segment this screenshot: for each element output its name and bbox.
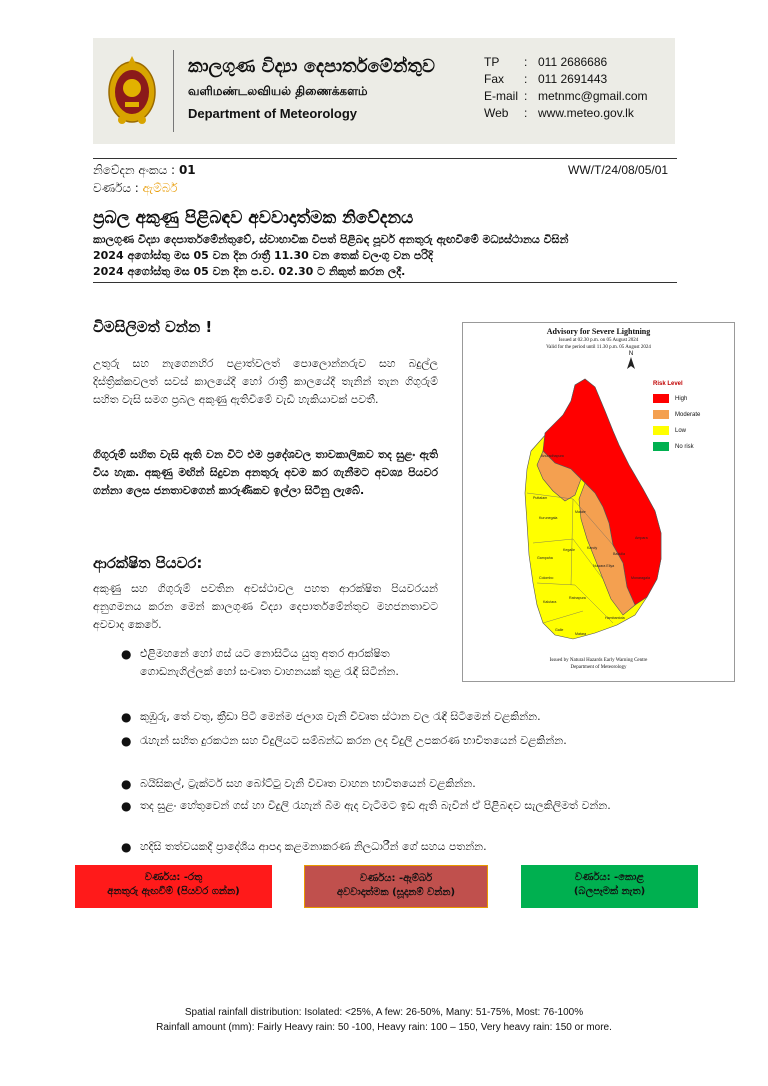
legend-item-low: Low <box>653 426 700 435</box>
district-label: Puttalam <box>533 496 548 500</box>
divider-top <box>93 158 677 159</box>
subtitle-line-1: කාලගුණ විද්‍යා දෙපාර්තමේන්තුවේ, ස්වාභාවික විපත් පිළිබඳ පූර්ව අනතුරු ඇඟවීමේ මධ්‍යස්ථානය විසින් <box>93 233 569 246</box>
precautions-intro: අකුණු සහ ගිගුරුම් පවතින අවස්ථාවල පහත ආරක්ෂිත පියවරයන් අනුගමනය කරන මෙන් කාලගුණ විද්‍යා දෙපාර්තමේන්තුව මහජනතාවට අවවාද කෙරේ. <box>93 582 438 631</box>
alert-heading: විමසිලිමත් වන්න ! <box>93 318 213 336</box>
district-label: Gampaha <box>537 556 553 560</box>
precaution-item: ● කුඹුරු, තේ වතු, ක්‍රීඩා පිටි මෙන්ම ජලාශ වැනි විවෘත ස්ථාන වල රැඳී සිටීමෙන් වළකින්න. <box>121 710 541 724</box>
subtitle-line-3: 2024 අගෝස්තු මස 05 වන දින ප.ව. 02.30 ට නිකුත් කරන ලදී. <box>93 265 406 278</box>
legend-item-no-risk: No risk <box>653 442 700 451</box>
map-title: Advisory for Severe Lightning <box>546 327 651 336</box>
dept-name-sinhala: කාලගුණ විද්‍යා දෙපාර්තමේන්තුව <box>188 56 435 77</box>
map-issued-line: Issued at 02.30 p.m. on 05 August 2024 <box>558 338 639 343</box>
category-box-amber: වර්ණය: -ඇම්බර් අවවාදාත්මක (සූදානම් වන්න) <box>304 865 488 908</box>
footer-rainfall-amount: Rainfall amount (mm): Fairly Heavy rain: 50 -100, Heavy rain: 100 – 150, Very heavy rain: 150 or more. <box>156 1022 612 1033</box>
map-valid-line: Valid for the period until 11.30 p.m. 05 August 2024 <box>546 345 651 350</box>
district-label: Matale <box>575 510 586 514</box>
district-label: Matara <box>575 632 587 636</box>
district-label: Galle <box>555 628 564 632</box>
district-label: Ratnapura <box>569 596 586 600</box>
north-arrow-icon <box>627 351 635 369</box>
district-label: Anuradhapura <box>541 454 564 458</box>
district-label: Kurunegala <box>539 516 558 520</box>
legend-title: Risk Level <box>653 381 683 387</box>
precaution-item: ● එළිමහනේ හෝ ගස් යට නොසිටිය යුතු අතර ආරක්ෂිත ගොඩනැගිල්ලක් හෝ සංවෘත වාහනයක් තුළ රැඳී සිටින්න. <box>121 647 399 678</box>
reference-number: WW/T/24/08/05/01 <box>568 163 669 177</box>
page-title: ප්‍රබල අකුණු පිළිබඳව අවවාදාත්මක නිවේදනය <box>93 208 414 228</box>
subtitle-line-2: 2024 අගෝස්තු මස 05 වන දින රාත්‍රී 11.30 වන තෙක් වලංගු වන පරිදි <box>93 249 433 262</box>
district-label: Hambantota <box>605 616 625 620</box>
footer-rainfall-distribution: Spatial rainfall distribution: Isolated: <25%, A few: 26-50%, Many: 51-75%, Most: 76-100% <box>184 1007 584 1018</box>
dept-name-english: Department of Meteorology <box>188 106 358 121</box>
district-label: Colombo <box>539 576 554 580</box>
district-label: Badulla <box>613 552 625 556</box>
district-label: Ampara <box>635 536 648 540</box>
precaution-item: ● රැහැන් සහිත දුරකථන සහ විදුලියට සම්බන්ධ කරන ලද විදුලි උපකරණ භාවිතයෙන් වළකින්න. <box>121 734 567 748</box>
svg-text:N: N <box>628 351 634 357</box>
precaution-item: ● තද සුළං හේතුවෙන් ගස් හා විදුලි රැහැන් බිම ඇද වැටීමට ඉඩ ඇති බැවින් ඒ පිළිබඳව සැලකිලිමත් වන්න. <box>121 799 611 813</box>
category-box-red: වර්ණය: -රතු අනතුරු ඇඟවීම් (පියවර ගන්න) <box>75 865 272 908</box>
dept-name-tamil: வளிமண்டலவியல் திணைக்களம் <box>188 84 368 98</box>
alert-paragraph-2: ගිගුරුම් සහිත වැසි ඇති වන විට එම ප්‍රදේශවල තාවකාලිකව තද සුළං ඇති විය හැක. අකුණු මඟින් සිදුවන අනතුරු අවම කර ගැනීමට අවශ්‍ය පියවර ගන්නා ලෙස ජනතාවගෙන් කාරුණිකව ඉල්ලා සිටිනු ලැබේ. <box>93 448 438 497</box>
district-label: Monaragala <box>631 576 650 580</box>
contact-block <box>484 54 648 122</box>
alert-paragraph-1: උතුරු සහ නැගෙනහිර පළාත්වලත් පොලොන්නරුව සහ බදුල්ල දිස්ත්‍රික්කවලත් සවස් කාලයේදී හෝ රාත්‍රී කාලයේදී තැනින් තැන ගිගුරුම් සහිත වැසි සමග ප්‍රබල අකුණු ඇතිවීමේ වැඩි හැකියාවක් පවතී. <box>93 357 438 406</box>
legend-item-high: High <box>653 394 700 403</box>
precaution-item: ● බයිසිකල්, ට්‍රැක්ටර් සහ බෝට්ටු වැනි විවෘත වාහන භාවිතයෙන් වළකින්න. <box>121 777 476 791</box>
contact-tp: TP : 011 2686686 <box>484 55 608 69</box>
category-box-green: වර්ණය: -කොළ (බලපෑමක් නැත) <box>521 865 698 908</box>
sri-lanka-map <box>463 323 736 683</box>
district-label: Kandy <box>587 546 598 550</box>
precautions-heading: ආරක්ෂිත පියවර: <box>93 554 203 572</box>
contact-fax: Fax : 011 2691443 <box>484 72 608 86</box>
letterhead <box>93 38 675 144</box>
district-label: Kalutara <box>543 600 557 604</box>
contact-web: Web : www.meteo.gov.lk <box>484 106 634 120</box>
precaution-item: ● හදිසි තත්වයකදී ප්‍රාදේශීය ආපදා කළමනාකරණ නිලධාරීන් ගේ සහය පතන්න. <box>121 840 487 854</box>
map-issued-by: Issued by Natural Hazards Early Warning Centre Department of Meteorology <box>549 658 648 670</box>
district-label: Kegalle <box>563 548 575 552</box>
legend-item-moderate: Moderate <box>653 410 700 419</box>
map-legend <box>653 381 700 458</box>
district-label: Nuwara Eliya <box>593 564 615 568</box>
category-line: වර්ණය : ඇම්බර් <box>93 181 178 195</box>
header-divider <box>173 50 174 132</box>
notice-number: නිවේදන අංකය : 01 <box>93 163 196 177</box>
contact-email: E-mail : metnmc@gmail.com <box>484 89 648 103</box>
divider-bottom <box>93 282 677 283</box>
sri-lanka-emblem <box>107 50 157 130</box>
lightning-risk-map <box>462 322 735 682</box>
